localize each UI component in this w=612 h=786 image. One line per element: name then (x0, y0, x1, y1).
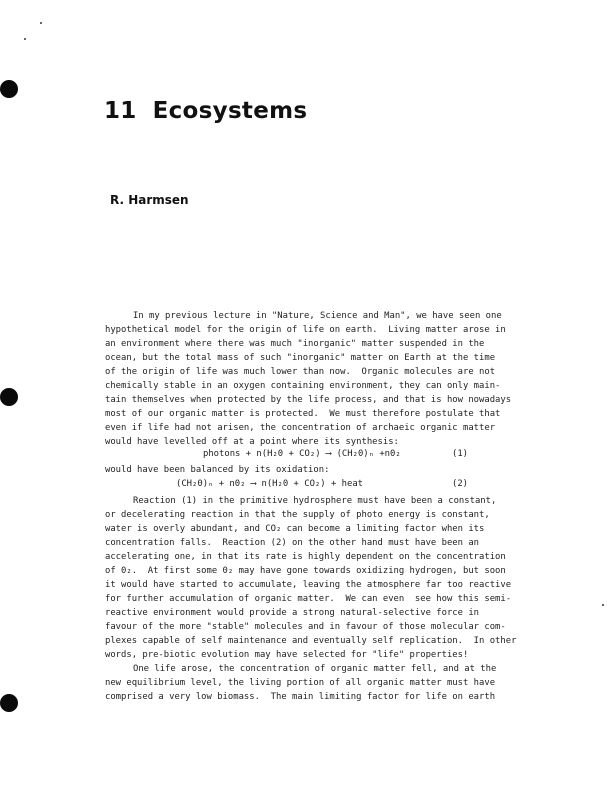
equation-2: (CH₂0)ₙ + n0₂ ⟶ n(H₂0 + CO₂) + heat (176, 479, 364, 489)
body-line: hypothetical model for the origin of life on earth. Living matter arose in (105, 325, 506, 335)
body-line: reactive environment would provide a strong natural-selective force in (105, 608, 480, 618)
body-line: even if life had not arisen, the concentration of archaeic organic matter (105, 423, 496, 433)
body-line: or decelerating reaction in that the supply of photo energy is constant, (105, 510, 490, 520)
body-line: plexes capable of self maintenance and eventually self replication. In other (105, 636, 517, 646)
body-line: words, pre-biotic evolution may have selected for "life" properties! (105, 650, 469, 660)
equation-1-number: (1) (452, 449, 469, 459)
body-line: most of our organic matter is protected. We must therefore postulate that (105, 409, 501, 419)
chapter-number: 11 (104, 98, 137, 124)
equation-2-number: (2) (452, 479, 469, 489)
punch-hole-bottom (0, 694, 18, 712)
body-line: Reaction (1) in the primitive hydrosphere must have been a constant, (133, 496, 497, 506)
body-line: of 0₂. At first some 0₂ may have gone towards oxidizing hydrogen, but soon (105, 566, 506, 576)
speck (40, 22, 42, 24)
body-line: ocean, but the total mass of such "inorganic" matter on Earth at the time (105, 353, 496, 363)
speck (24, 38, 26, 40)
chapter-title: Ecosystems (152, 98, 308, 124)
equation-1: photons + n(H₂0 + CO₂) ⟶ (CH₂0)ₙ +n0₂ (203, 449, 401, 459)
body-line: tain themselves when protected by the life process, and that is how nowadays (105, 395, 512, 405)
chapter-heading (104, 98, 307, 124)
body-line: chemically stable in an oxygen containing environment, they can only main- (105, 381, 501, 391)
speck (602, 604, 604, 606)
author-name: R. Harmsen (110, 193, 189, 207)
body-line: accelerating one, in that its rate is highly dependent on the concentration (105, 552, 506, 562)
body-line: One life arose, the concentration of organic matter fell, and at the (133, 664, 497, 674)
body-line: new equilibrium level, the living portion of all organic matter must have (105, 678, 496, 688)
body-line: would have been balanced by its oxidation: (105, 465, 330, 475)
punch-hole-middle (0, 388, 18, 406)
body-line: comprised a very low biomass. The main limiting factor for life on earth (105, 692, 496, 702)
body-line: favour of the more "stable" molecules and in favour of those molecular com- (105, 622, 506, 632)
body-line: would have levelled off at a point where its synthesis: (105, 437, 399, 447)
punch-hole-top (0, 80, 18, 98)
body-line: water is overly abundant, and CO₂ can become a limiting factor when its (105, 524, 485, 534)
body-line: for further accumulation of organic matter. We can even see how this semi- (105, 594, 512, 604)
body-line: of the origin of life was much lower than now. Organic molecules are not (105, 367, 496, 377)
body-line: In my previous lecture in "Nature, Science and Man", we have seen one (133, 311, 502, 321)
body-line: an environment where there was much "inorganic" matter suspended in the (105, 339, 485, 349)
body-line: it would have started to accumulate, leaving the atmosphere far too reactive (105, 580, 512, 590)
body-line: concentration falls. Reaction (2) on the other hand must have been an (105, 538, 480, 548)
